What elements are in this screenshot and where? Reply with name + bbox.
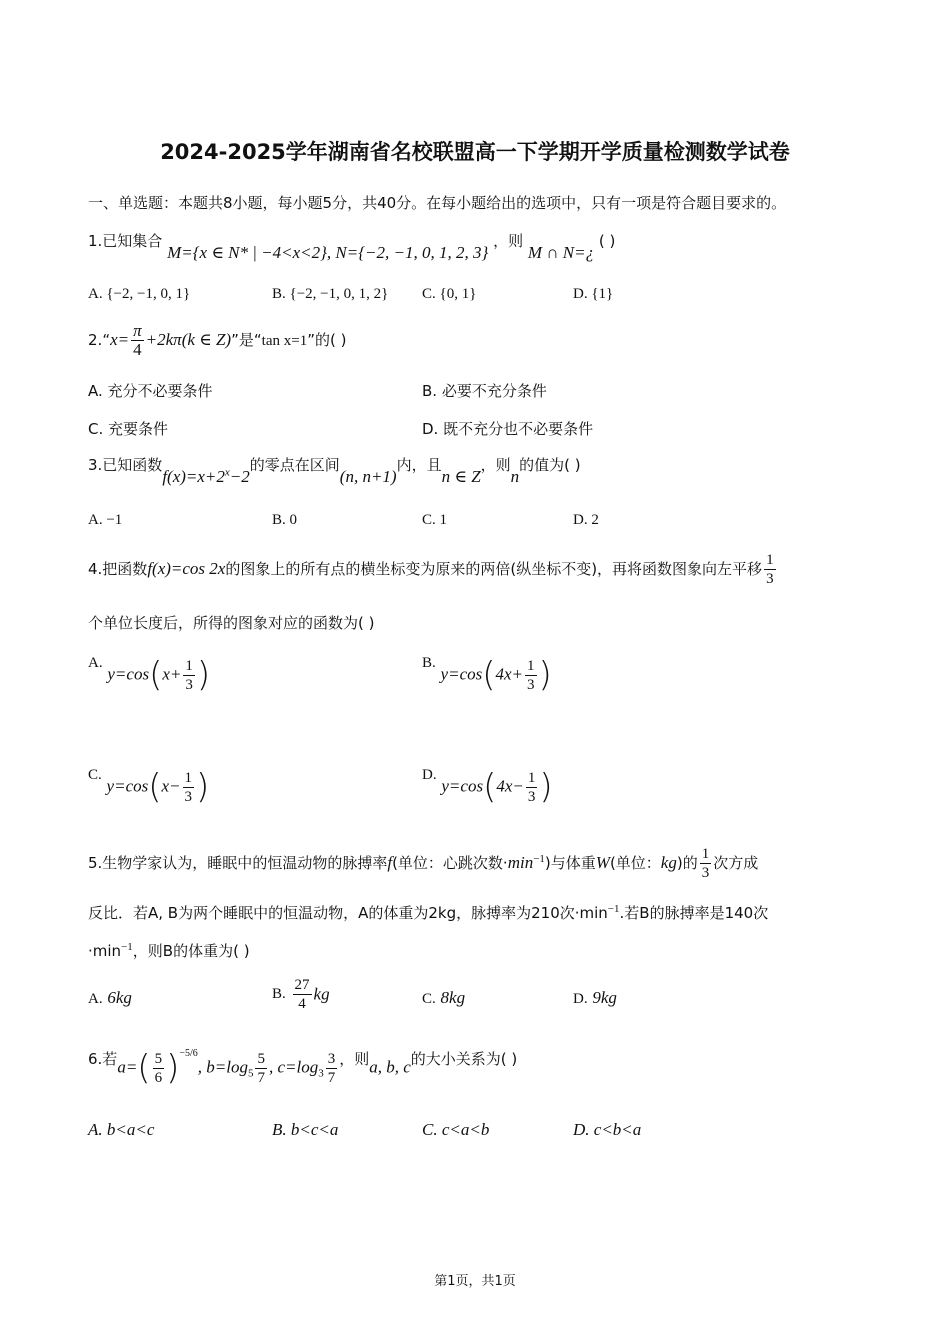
q3-func-sup: x (224, 466, 230, 479)
q4-option-c (88, 767, 209, 807)
q4-option-c-rparen: ) (196, 767, 210, 807)
q4-option-c-inner: x− (161, 776, 181, 796)
q5-option-c-label: C. (422, 991, 436, 1007)
q4-option-a-num: 1 (185, 657, 193, 674)
q6-base-num: 5 (154, 1050, 163, 1067)
q5-option-b-frac (293, 976, 312, 1013)
question-5-line2 (88, 902, 768, 923)
q4-option-c-label: C. (88, 767, 102, 783)
q4-option-b-rparen: ) (538, 655, 552, 695)
q4-option-c-den: 3 (184, 788, 193, 805)
q4-option-a (88, 655, 210, 695)
q5-option-a (88, 988, 132, 1008)
question-6 (88, 1048, 517, 1088)
q4-option-d-pre: y=cos (441, 776, 484, 796)
q5-kg: kg (660, 853, 677, 872)
q5-line1-c: )与体重 (544, 854, 596, 872)
q4-option-a-lparen: ( (149, 655, 163, 695)
q5-option-b-unit: kg (313, 984, 330, 1004)
q5-frac-num: 1 (701, 846, 710, 862)
q4-option-d-inner: 4x− (496, 776, 524, 796)
q6-rparen: ) (166, 1048, 180, 1088)
q5-f: f (387, 853, 393, 872)
q4-option-b-den: 3 (527, 676, 535, 693)
q1-stem-b: ，则 (493, 232, 524, 250)
q5-option-c (422, 988, 465, 1008)
q5-line2-b: .若B的脉搏率是140次 (619, 904, 769, 922)
q6-option-b: B. b<c<a (272, 1120, 339, 1139)
q3-stem-e: 的值为( ) (519, 456, 581, 474)
q6-b-frac (255, 1050, 267, 1087)
q5-min: min (507, 853, 534, 872)
q5-line3-b: ，则B的体重为( ) (132, 942, 250, 960)
q5-line3-sup: −1 (121, 941, 133, 953)
q6-option-c: C. c<a<b (422, 1120, 490, 1139)
q4-option-c-num: 1 (184, 769, 193, 786)
q3-n: n (510, 467, 520, 486)
q2-quote: “ (102, 331, 111, 349)
q6-exp: −5/6 (179, 1048, 198, 1059)
q4-option-d-rparen: ) (539, 767, 553, 807)
q1-paren: ( ) (598, 232, 616, 250)
q4-option-d-label: D. (422, 767, 437, 783)
q6-stem-a: 6.若 (88, 1050, 118, 1068)
q2-frac (131, 322, 144, 359)
q3-func-base: f(x)=x+2 (162, 467, 225, 486)
q2-end: ”的( ) (307, 331, 347, 349)
q3-cond: n ∈ Z (441, 467, 481, 486)
q4-option-b-inner: 4x+ (495, 664, 524, 684)
q5-line1-d: (单位： (609, 854, 661, 872)
q3-option-c: C. 1 (422, 512, 448, 528)
q2-option-c: C. 充要条件 (88, 420, 169, 438)
q5-line3: ·min (88, 942, 122, 960)
q4-option-d-den: 3 (527, 788, 536, 805)
question-1 (88, 230, 616, 262)
q3-func (162, 467, 249, 486)
q4-frac-num: 1 (766, 552, 774, 568)
q6-b-num: 5 (257, 1050, 265, 1067)
question-4 (88, 551, 778, 588)
q2-rest: +2kπ(k ∈ Z) (145, 330, 232, 349)
q6-b-sub: 5 (247, 1067, 254, 1080)
q6-b-part: , b=log (197, 1057, 248, 1077)
q5-option-b (272, 976, 330, 1013)
q4-option-c-pre: y=cos (106, 776, 149, 796)
q5-line2: 反比．若A, B为两个睡眠中的恒温动物，A的体重为2kg，脉搏率为210次·min (88, 904, 608, 922)
q1-option-b: B. {−2, −1, 0, 1, 2} (272, 286, 389, 302)
q2-frac-num: π (133, 321, 142, 340)
q5-frac (700, 845, 712, 882)
q3-option-b: B. 0 (272, 512, 298, 528)
q3-option-d: D. 2 (573, 512, 599, 528)
q4-frac-den: 3 (766, 571, 774, 587)
q3-interval: (n, n+1) (339, 467, 397, 486)
page-footer: 第1页，共1页 (434, 1274, 516, 1289)
q4-option-d-frac (526, 769, 538, 806)
q6-stem-c: 的大小关系为( ) (410, 1050, 518, 1068)
q3-func-tail: −2 (229, 467, 250, 486)
q5-W: W (595, 853, 610, 872)
q6-option-a: A. b<a<c (88, 1120, 155, 1139)
q4-option-a-inner: x+ (162, 664, 182, 684)
q4-option-b-pre: y=cos (440, 664, 483, 684)
q3-stem-a: 3.已知函数 (88, 456, 163, 474)
q5-line2-sup: −1 (607, 903, 620, 915)
q1-expr: M ∩ N=¿ (527, 243, 595, 262)
q1-stem-a: 1.已知集合 (88, 232, 163, 250)
q4-frac (764, 551, 776, 588)
q4-option-a-frac (183, 657, 195, 694)
q4-option-b-lparen: ( (482, 655, 496, 695)
q6-c-sub: 3 (318, 1067, 324, 1080)
q2-x-eq: x= (110, 330, 130, 349)
q5-option-c-value: 8kg (440, 988, 466, 1007)
q5-option-b-label: B. (272, 986, 286, 1002)
q2-option-d: D. 既不充分也不必要条件 (422, 420, 594, 438)
q4-stem-b: 的图象上的所有点的横坐标变为原来的两倍(纵坐标不变)，再将函数图象向左平移 (225, 560, 763, 578)
q3-option-a: A. −1 (88, 512, 123, 528)
q2-frac-den: 4 (133, 340, 142, 359)
section-heading: 一、单选题：本题共8小题，每小题5分，共40分。在每小题给出的选项中，只有一项是符合题目要求的。 (88, 194, 787, 212)
q5-option-d (573, 988, 617, 1008)
q1-option-a: A. {−2, −1, 0, 1} (88, 286, 191, 302)
q4-stem-c: 个单位长度后，所得的图象对应的函数为( ) (88, 614, 375, 632)
q6-lparen: ( (137, 1048, 151, 1088)
q6-stem-b: ，则 (339, 1050, 370, 1068)
question-3 (88, 454, 581, 486)
q4-option-d-lparen: ( (483, 767, 497, 807)
q2-mid: ”是“ (231, 331, 262, 349)
q6-base-frac (153, 1050, 165, 1087)
q1-sets: M={x ∈ N* | −4<x<2}, N={−2, −1, 0, 1, 2, 3} (167, 243, 489, 262)
q5-option-a-label: A. (88, 991, 103, 1007)
q5-frac-den: 3 (701, 865, 710, 881)
q3-stem-d: ，则 (480, 456, 511, 474)
q5-option-d-value: 9kg (592, 988, 617, 1007)
q6-base-den: 6 (154, 1069, 163, 1086)
q6-a-eq: a= (117, 1057, 138, 1077)
q4-option-b-label: B. (422, 655, 436, 671)
q4-option-a-label: A. (88, 655, 103, 671)
q1-option-c: C. {0, 1} (422, 286, 477, 302)
q4-option-b-frac (525, 657, 537, 694)
q6-c-num: 3 (327, 1050, 336, 1067)
q5-option-b-num: 27 (294, 977, 310, 993)
q5-option-b-den: 4 (298, 996, 306, 1012)
q5-line1-f: 次方成 (713, 854, 759, 872)
q5-option-a-value: 6kg (107, 988, 132, 1007)
q2-num: 2. (88, 331, 103, 349)
q4-option-a-rparen: ) (196, 655, 211, 695)
q3-stem-c: 内，且 (396, 456, 442, 474)
q1-option-d: D. {1} (573, 286, 614, 302)
q4-option-d (422, 767, 553, 807)
question-2 (88, 322, 346, 359)
q4-option-d-num: 1 (527, 769, 536, 786)
q4-func: f(x)=cos 2x (147, 559, 226, 578)
page-title: 2024-2025学年湖南省名校联盟高一下学期开学质量检测数学试卷 (160, 140, 790, 164)
q4-option-c-lparen: ( (148, 767, 162, 807)
q4-option-c-frac (183, 769, 195, 806)
q4-option-b (422, 655, 552, 695)
q3-stem-b: 的零点在区间 (249, 456, 340, 474)
q6-c-frac (326, 1050, 338, 1087)
q4-option-b-num: 1 (527, 657, 535, 674)
q4-stem-a: 4.把函数 (88, 560, 148, 578)
question-5-line1 (88, 845, 758, 882)
q5-option-d-label: D. (573, 991, 588, 1007)
q6-option-d: D. c<b<a (573, 1120, 642, 1139)
q2-tan: tan x=1 (261, 333, 308, 349)
q5-line1-e: )的 (676, 854, 698, 872)
q4-option-a-pre: y=cos (107, 664, 150, 684)
q2-option-b: B. 必要不充分条件 (422, 382, 547, 400)
q6-c-part: , c=log (268, 1057, 319, 1077)
q6-abc: a, b, c (369, 1057, 411, 1077)
q2-option-a: A. 充分不必要条件 (88, 382, 213, 400)
q6-c-den: 7 (327, 1069, 336, 1086)
q5-min-sup: −1 (533, 853, 545, 865)
q5-line1-b: (单位：心跳次数· (392, 854, 508, 872)
q4-option-a-den: 3 (185, 676, 193, 693)
q6-b-den: 7 (257, 1069, 265, 1086)
q5-line1-a: 5.生物学家认为，睡眠中的恒温动物的脉搏率 (88, 854, 388, 872)
question-5-line3 (88, 940, 250, 961)
